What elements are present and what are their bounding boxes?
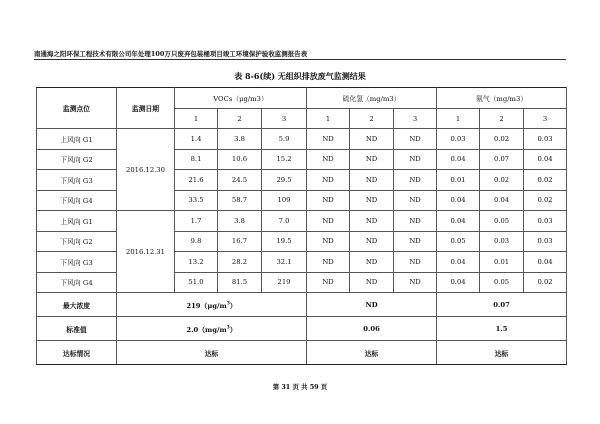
value-cell: 0.02 [524,272,567,293]
point-cell: 上风向 G1 [37,129,117,150]
table-row [37,252,567,273]
value-cell: 0.02 [524,170,567,191]
sub-header: 3 [524,109,567,129]
value-cell: 9.8 [175,231,218,252]
value-cell: 0.02 [480,170,524,191]
value-cell: 8.1 [175,149,218,170]
col-header-nh3: 氨气（mg/m3） [437,88,567,109]
value-cell: 58.7 [218,190,262,211]
value-cell: 10.6 [218,149,262,170]
point-cell: 下风向 G2 [37,149,117,170]
status-h2s: 达标 [307,341,437,365]
value-cell: 81.5 [218,272,262,293]
value-cell: 0.03 [480,231,524,252]
value-cell: 0.04 [437,149,480,170]
value-cell: 28.2 [218,252,262,273]
point-cell: 下风向 G4 [37,190,117,211]
value-cell: 0.05 [480,272,524,293]
table-row [37,231,567,252]
table-row [37,149,567,170]
col-header-vocs: VOCs（μg/m3） [175,88,307,109]
value-cell: 0.01 [480,252,524,273]
report-header: 南通海之阳环保工程技术有限公司年处理100万只废弃包装桶项目竣工环境保护验收监测报告表 [34,50,308,58]
standard-h2s: 0.06 [307,317,437,341]
value-cell: ND [307,149,350,170]
value-cell: 0.04 [437,272,480,293]
value-cell: 0.04 [524,252,567,273]
value-cell: ND [350,149,394,170]
value-cell: 33.5 [175,190,218,211]
sub-header: 3 [394,109,437,129]
value-cell: ND [394,190,437,211]
table-row [37,272,567,293]
value-cell: 0.03 [437,129,480,150]
sub-header: 1 [307,109,350,129]
page-number: 第 31 页 共 59 页 [272,383,328,391]
value-cell: ND [307,231,350,252]
standard-label: 标准值 [37,317,117,341]
value-cell: 16.7 [218,231,262,252]
value-cell: ND [350,272,394,293]
value-cell: 3.8 [218,129,262,150]
col-header-date: 监测日期 [117,88,175,129]
value-cell: 0.04 [480,190,524,211]
value-cell: 0.04 [437,211,480,232]
status-vocs: 达标 [117,341,307,365]
table-row [37,190,567,211]
standard-vocs: $2.0(mg/m^3)$ [117,317,307,341]
value-cell: ND [350,170,394,191]
value-cell: 0.04 [524,149,567,170]
point-cell: 下风向 G3 [37,170,117,191]
value-cell: 109 [262,190,307,211]
value-cell: 219 [262,272,307,293]
value-cell: ND [307,129,350,150]
value-cell: ND [307,272,350,293]
value-cell: 15.2 [262,149,307,170]
value-cell: ND [350,190,394,211]
table-row [37,170,567,191]
value-cell: 19.5 [262,231,307,252]
table-caption: 表 8-6(续) 无组织排放废气监测结果 [234,71,366,81]
value-cell: ND [394,252,437,273]
header-rule [34,59,566,60]
value-cell: 32.1 [262,252,307,273]
value-cell: 0.02 [524,190,567,211]
value-cell: ND [307,211,350,232]
max-h2s: ND [307,293,437,317]
value-cell: 0.04 [437,252,480,273]
sub-header: 2 [218,109,262,129]
value-cell: 1.7 [175,211,218,232]
value-cell: 0.03 [524,231,567,252]
value-cell: ND [350,129,394,150]
point-cell: 上风向 G1 [37,211,117,232]
value-cell: ND [350,211,394,232]
table-row [37,211,567,232]
value-cell: 0.03 [524,129,567,150]
value-cell: 0.07 [480,149,524,170]
value-cell: ND [307,190,350,211]
value-cell: 1.4 [175,129,218,150]
value-cell: ND [394,129,437,150]
value-cell: ND [350,252,394,273]
value-cell: ND [350,231,394,252]
col-header-point: 监测点位 [37,88,117,129]
value-cell: 51.0 [175,272,218,293]
value-cell: 7.0 [262,211,307,232]
value-cell: 29.5 [262,170,307,191]
standard-nh3: 1.5 [437,317,567,341]
monitoring-results-table [36,87,567,365]
sub-header: 1 [175,109,218,129]
value-cell: ND [394,272,437,293]
date-cell: 2016.12.30 [117,129,175,211]
value-cell: ND [307,252,350,273]
table-row [37,129,567,150]
value-cell: 24.5 [218,170,262,191]
max-label: 最大浓度 [37,293,117,317]
status-nh3: 达标 [437,341,567,365]
date-cell: 2016.12.31 [117,211,175,293]
value-cell: 0.02 [480,129,524,150]
value-cell: 13.2 [175,252,218,273]
point-cell: 下风向 G4 [37,272,117,293]
value-cell: 5.9 [262,129,307,150]
sub-header: 2 [480,109,524,129]
value-cell: 0.01 [437,170,480,191]
value-cell: ND [394,231,437,252]
sub-header: 2 [350,109,394,129]
value-cell: ND [394,149,437,170]
max-nh3: 0.07 [437,293,567,317]
sub-header: 1 [437,109,480,129]
value-cell: ND [307,170,350,191]
value-cell: ND [394,170,437,191]
value-cell: 0.05 [437,231,480,252]
sub-header: 3 [262,109,307,129]
value-cell: 3.8 [218,211,262,232]
value-cell: ND [394,211,437,232]
point-cell: 下风向 G3 [37,252,117,273]
value-cell: 0.05 [480,211,524,232]
value-cell: 0.03 [524,211,567,232]
value-cell: 21.6 [175,170,218,191]
col-header-h2s: 硫化氢（mg/m3） [307,88,437,109]
status-label: 达标情况 [37,341,117,365]
max-vocs: $219(\mu g/m^3)$ [117,293,307,317]
value-cell: 0.04 [437,190,480,211]
point-cell: 下风向 G2 [37,231,117,252]
